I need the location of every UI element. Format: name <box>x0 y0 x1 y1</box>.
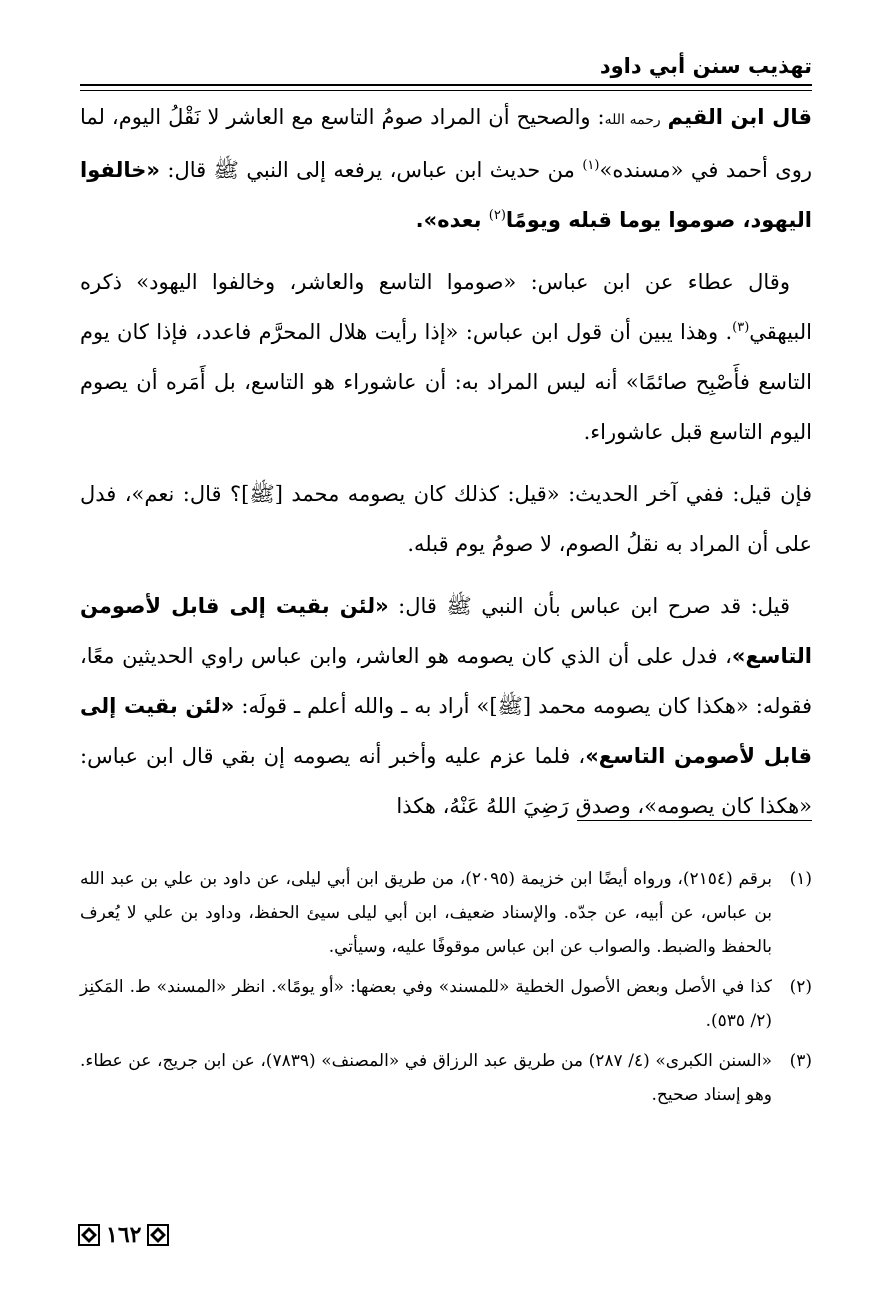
footnote-text: «السنن الكبرى» (٤/ ٢٨٧) من طريق عبد الرزاق في «المصنف» (٧٨٣٩)، عن ابن جريج، عن عطاء. وهو إسناد صحيح. <box>80 1051 773 1105</box>
footnote-number: (٢) <box>789 977 812 997</box>
footnote-ref: (٢) <box>488 208 506 223</box>
footnote-number: (١) <box>789 869 812 889</box>
footnote-ref: (١) <box>582 158 600 173</box>
footnote-item <box>80 862 812 964</box>
hadith-quote: «لئن بقيت إلى قابل لأصومن التاسع» <box>80 594 812 668</box>
book-title: تهذيب سنن أبي داود <box>599 54 812 78</box>
main-text <box>80 92 812 843</box>
footnote-ref: (٣) <box>732 320 750 335</box>
footnote-number: (٣) <box>789 1051 812 1071</box>
header-rule <box>80 84 812 91</box>
page-number: ١٦٢ <box>106 1222 142 1248</box>
footnote-text: كذا في الأصل وبعض الأصول الخطية «للمسند» وفي بعضها: «أو يومًا». انظر «المسند» ط. المَكنِز (٢/ ٥٣٥). <box>80 977 772 1031</box>
paragraph-3: فإن قيل: ففي آخر الحديث: «قيل: كذلك كان يصومه محمد [ﷺ]؟ قال: نعم»، فدل على أن المراد به نقلُ الصوم، لا صومُ يوم قبله. <box>80 482 812 556</box>
paragraph-2: وقال عطاء عن ابن عباس: «صوموا التاسع والعاشر، وخالفوا اليهود» ذكره البيهقي$^{(٣)}$. وهذا يبين أن قول ابن عباس: «إذا رأيت هلال المحرَّم فاعدد، فإذا كان يوم التاسع فأَصْبِح صائمًا» أنه ليس المراد به: أن عاشوراء هو التاسع، بل أَمَره أن يصوم اليوم التاسع قبل عاشوراء. <box>80 270 812 444</box>
paragraph-4: قيل: قد صرح ابن عباس بأن النبي ﷺ قال: «لئن بقيت إلى قابل لأصومن التاسع»، فدل على أن الذي كان يصومه هو العاشر، وابن عباس راوي الحديثين معًا، فقوله: «هكذا كان يصومه محمد [ﷺ]» أراد به ـ والله أعلم ـ قولَه: «لئن بقيت إلى قابل لأصومن التاسع»، فلما عزم عليه وأخبر أنه يصومه إن بقي قال ابن عباس: «هكذا كان يصومه»، وصدق رَضِيَ اللهُ عَنْهُ، هكذا <box>80 594 812 818</box>
ornament-icon <box>78 1224 100 1246</box>
hadith-quote: «لئن بقيت إلى قابل لأصومن التاسع» <box>80 694 812 768</box>
footnotes <box>80 862 812 1118</box>
honorific: رحمه الله <box>604 112 661 128</box>
footnote-item <box>80 1044 812 1112</box>
footnote-item <box>80 970 812 1038</box>
footnote-separator <box>577 820 812 821</box>
paragraph-1: قال ابن القيم رحمه الله: والصحيح أن المراد صومُ التاسع مع العاشر لا نَقْلُ اليوم، لما روى أحمد في «مسنده»$^{(١)}$ من حديث ابن عباس، يرفعه إلى النبي ﷺ قال: «خالفوا اليهود، صوموا يوما قبله ويومًا$^{(٢)}$ بعده». <box>80 105 813 232</box>
page-footer <box>78 1222 169 1248</box>
ornament-icon <box>147 1224 169 1246</box>
running-header <box>80 48 812 84</box>
speaker: قال ابن القيم <box>667 105 812 129</box>
hadith-quote: «خالفوا اليهود، صوموا يوما قبله ويومًا <box>80 158 812 232</box>
footnote-text: برقم (٢١٥٤)، ورواه أيضًا ابن خزيمة (٢٠٩٥)، من طريق ابن أبي ليلى، عن داود بن علي بن عبد الله بن عباس، عن أبيه، عن جدّه. والإسناد ضعيف، ابن أبي ليلى سيئ الحفظ، وداود بن علي لا يُعرف بالحفظ والضبط. والصواب عن ابن عباس موقوفًا عليه، وسيأتي. <box>80 869 772 957</box>
